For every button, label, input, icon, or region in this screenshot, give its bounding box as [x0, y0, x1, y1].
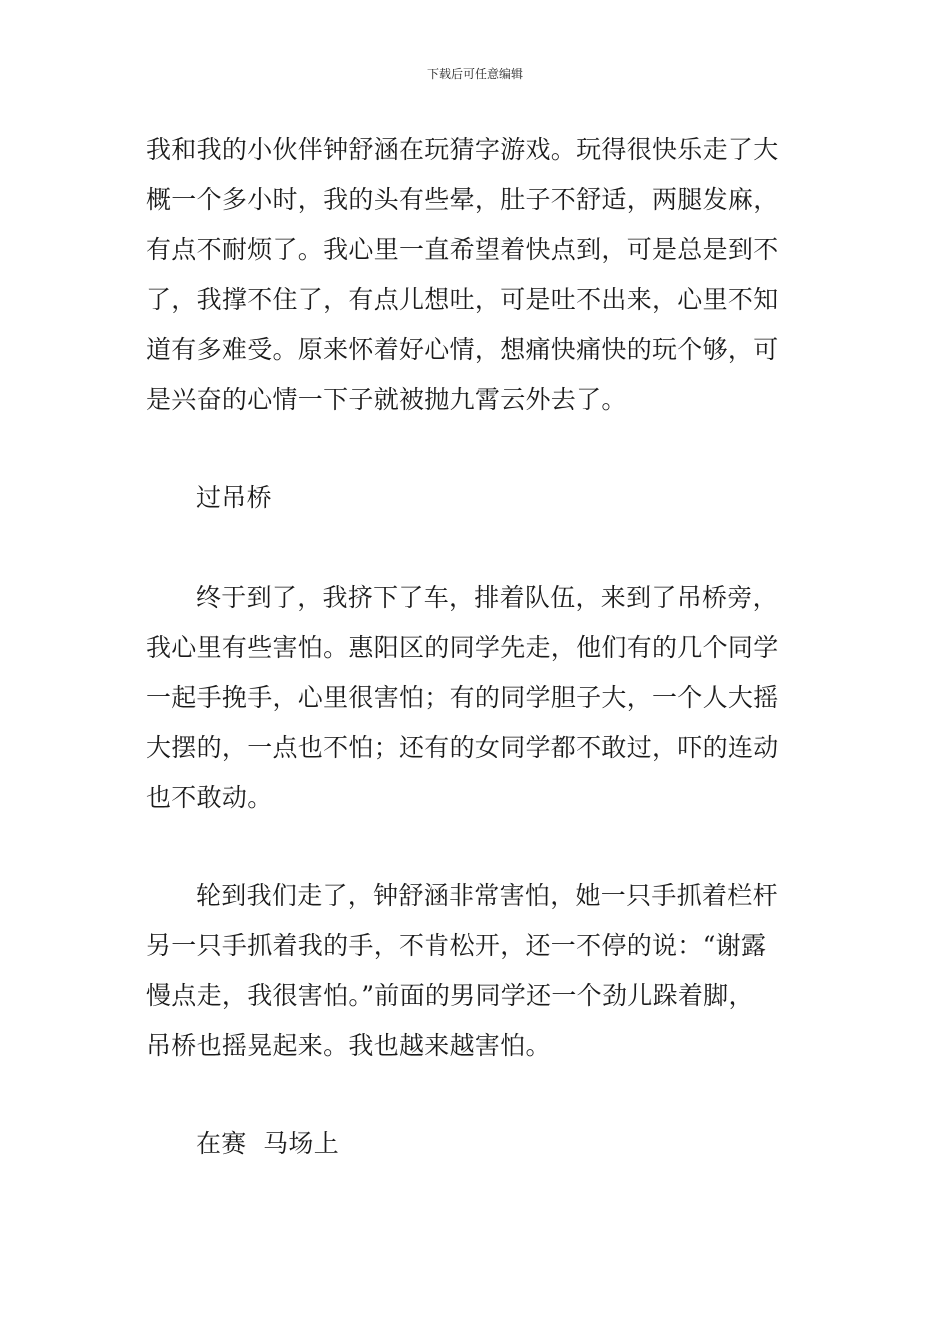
text-line: 我和我的小伙伴钟舒涵在玩猜字游戏。玩得很快乐走了大: [146, 135, 779, 164]
text-line: 概一个多小时，我的头有些晕，肚子不舒适，两腿发麻，: [146, 185, 779, 214]
text-line: 大摆的，一点也不怕；还有的女同学都不敢过，吓的连动: [146, 733, 779, 762]
text-line: 是兴奋的心情一下子就被抛九霄云外去了。: [146, 385, 627, 414]
text-line: 有点不耐烦了。我心里一直希望着快点到，可是总是到不: [146, 235, 779, 264]
section-heading: 在赛 马场上: [196, 1129, 339, 1158]
text-line: 另一只手抓着我的手，不肯松开，还一不停的说：“谢露: [146, 931, 767, 960]
section-heading: 过吊桥: [196, 483, 272, 512]
text-line: 了，我撑不住了，有点儿想吐，可是吐不出来，心里不知: [146, 285, 779, 314]
text-line: 吊桥也摇晃起来。我也越来越害怕。: [146, 1031, 551, 1060]
page-header-note: 下载后可任意编辑: [426, 67, 523, 81]
text-line: 终于到了，我挤下了车，排着队伍，来到了吊桥旁，: [196, 583, 778, 612]
text-line: 轮到我们走了，钟舒涵非常害怕，她一只手抓着栏杆: [196, 881, 778, 910]
text-line: 一起手挽手，心里很害怕；有的同学胆子大，一个人大摇: [146, 683, 779, 712]
text-line: 也不敢动。: [146, 783, 273, 812]
text-line: 道有多难受。原来怀着好心情，想痛快痛快的玩个够，可: [146, 335, 779, 364]
text-line: 慢点走，我很害怕。”前面的男同学还一个劲儿跺着脚，: [146, 981, 754, 1010]
text-line: 我心里有些害怕。惠阳区的同学先走，他们有的几个同学: [146, 633, 779, 662]
